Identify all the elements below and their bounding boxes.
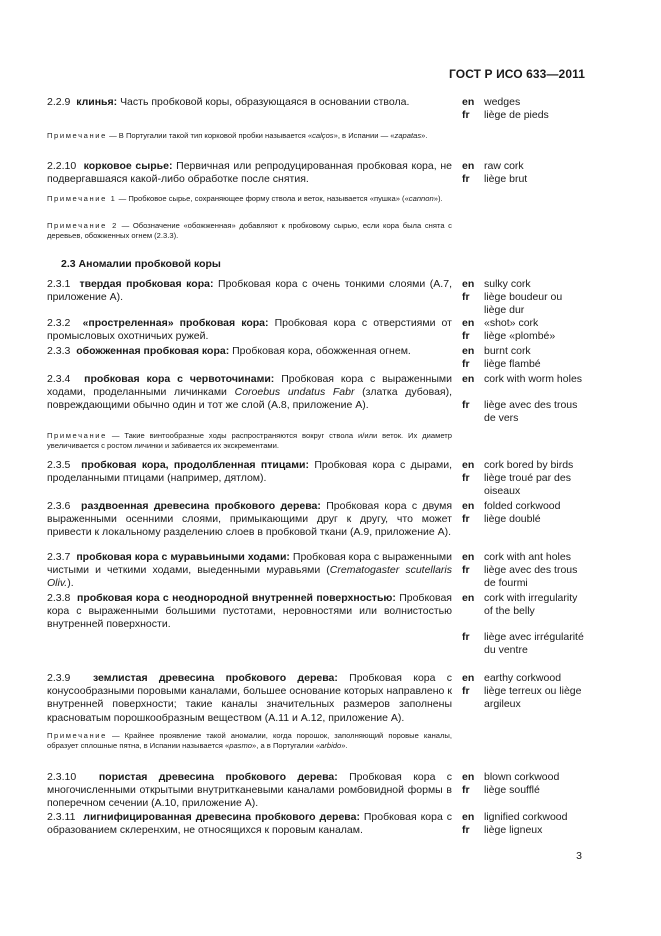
entry-2-3-9: 2.3.9 землистая древесина пробкового дерева: Пробковая кора с конусообразными поровыми каналами, большее основание которых направлено к внутренней поверхности; такие каналы значительных размеров заполнены красноватым порошкообразным веществом (А.11 и А.12, приложение А). xyxy=(47,672,453,724)
note-1-cannon: Примечание 1 — Пробковое сырье, сохраняющее форму ствола и веток, называется «пушка» («cannon»). xyxy=(47,194,443,203)
entry-2-2-10: 2.2.10 корковое сырье: Первичная или репродуцированная пробковая кора, не подвергавшаяся какой-либо обработке после снятия. xyxy=(47,160,452,186)
entry-term: «простреленная» пробковая кора: xyxy=(82,317,269,329)
note-spiral: Примечание — Такие винтообразные ходы распространяются вокруг ствола и/или веток. Их диаметр увеличивается с ростом личинки и забивается их экскрементами. xyxy=(47,431,452,451)
entry-term: клинья: xyxy=(76,96,118,108)
entry-term: лигнифицированная древесина пробкового дерева: xyxy=(83,811,360,823)
entry-term: пробковая кора с неоднородной внутренней поверхностью: xyxy=(77,592,396,604)
entry-term: обожженная пробковая кора: xyxy=(76,345,230,357)
entry-2-3-10: 2.3.10 пористая древесина пробкового дерева: Пробковая кора с многочисленными открытыми внутритканевыми каналами ромбовидной формы в поперечном сечении (А.10, приложение А). xyxy=(47,771,452,810)
page-number: 3 xyxy=(576,850,582,862)
entry-2-3-11: 2.3.11 лигнифицированная древесина пробкового дерева: Пробковая кора с образованием склеренхим, не относящихся к поровым каналам. xyxy=(47,811,452,837)
standard-header: ГОСТ Р ИСО 633—2011 xyxy=(449,67,585,81)
entry-term: землистая древесина пробкового дерева: xyxy=(92,672,338,684)
entry-2-2-9: 2.2.9 клинья: Часть пробковой коры, образующаяся в основании ствола. xyxy=(47,96,410,108)
document-page: ГОСТ Р ИСО 633—2011 2.2.9 клинья: Часть пробковой коры, образующаяся в основании ствола. Примечание — В Португалии такой тип корковой пробки называется «calços», в Испании — «zapatas». 2.2.10 корковое сырье: Первичная или репродуцированная пробковая кора, не подвергавшаяся какой-либо обработке после снятия. Примечание 1 — Пробковое сырье, сохраняющее форму ствола и веток, называется «пушка» («cannon»). Примечание 2 — Обозначение «обожженная» добавляют к пробковому сырью, если кора была снята с деревьев, обожженных огнем (2.3.3). 2.3 Аномалии пробковой коры 2.3.1 твердая пробковая кора: Пробковая кора с очень тонкими слоями (А.7, приложение А). 2.3.2 «простреленная» пробковая кора: Пробковая кора с отверстиями от промысловых охотничьих ружей. 2.3.3 обожженная пробковая кора: Пробковая кора, обожженная огнем. 2.3.4 пробковая кора с червоточинами: Пробковая кора с выраженными ходами, проделанными личинками Coroebus undatus Fabr (златка дубовая), повреждающими обычно один и тот же слой (А.8, приложение А). Примечание — Такие винтообразные ходы распространяются вокруг ствола и/или веток. Их диаметр увеличивается с ростом личинки и забивается их экскрементами. 2.3.5 пробковая кора, продолбленная птицами: Пробковая кора с дырами, проделанными птицами (например, дятлом). 2.3.6 раздвоенная древесина пробкового дерева: Пробковая кора с двумя выраженными осенними слоями, примыкающими друг к другу, что может привести к локальному разделению слоев в пробковой ткани (А.9, приложение А). 2.3.7 пробковая кора с муравьиными ходами: Пробковая кора с выраженными чистыми и четкими ходами, выеденными муравьями (Crematogaster scutellaris Oliv.). 2.3.8 пробковая кора с неоднородной внутренней поверхностью: Пробковая кора с выраженными большими пустотами, неровностями или волнистостью внутренней поверхности. 2.3.9 землистая древесина пробкового дерева: Пробковая кора с конусообразными поровыми каналами, большее основание которых направлено к внутренней поверхности; такие каналы значительных размеров заполнены красноватым порошкообразным веществом (А.11 и А.12, приложение А). Примечание — Крайнее проявление такой аномалии, когда порошок, заполняющий поровые каналы, образует сплошные пятна, в Испании называется «pasmo», а в Португалии «arbido». 2.3.10 пористая древесина пробкового дерева: Пробковая кора с многочисленными открытыми внутритканевыми каналами ромбовидной формы в поперечном сечении (А.10, приложение А). 2.3.11 лигнифицированная древесина пробкового дерева: Пробковая кора с образованием склеренхим, не относящихся к поровым каналам. en wedges fr liège de pieds en raw cork fr liège brut en sulky cork fr liège boudeur ou liège dur en «shot» cork fr liège «plombé» en burnt cork fr liège flambé en cork with worm holes fr liège avec des trous de vers en cork bored by birds fr liège troué par des oiseaux en folded corkwood fr liège doublé en cork with ant holes fr liège avec des trous de fourmi en cork with irregularity of the belly fr liège avec irrégularité du ventre en earthy corkwood fr liège terreux ou liège argileux en blown corkwood fr liège soufflé en lignified corkwood fr liège ligneux 3 xyxy=(47,67,585,862)
entry-term: пористая древесина пробкового дерева: xyxy=(98,771,338,783)
entry-term: корковое сырье: xyxy=(83,160,173,172)
entry-2-3-1: 2.3.1 твердая пробковая кора: Пробковая кора с очень тонкими слоями (А.7, приложение А). xyxy=(47,278,452,304)
entry-term: пробковая кора с червоточинами: xyxy=(84,373,275,385)
entry-term: пробковая кора, продолбленная птицами: xyxy=(81,459,309,471)
entry-2-3-8: 2.3.8 пробковая кора с неоднородной внутренней поверхностью: Пробковая кора с выраженными большими пустотами, неровностями или волнистостью внутренней поверхности. xyxy=(47,592,452,631)
note-pasmo: Примечание — Крайнее проявление такой аномалии, когда порошок, заполняющий поровые каналы, образует сплошные пятна, в Испании называется «pasmo», а в Португалии «arbido». xyxy=(47,731,452,751)
entry-2-3-7: 2.3.7 пробковая кора с муравьиными ходами: Пробковая кора с выраженными чистыми и четкими ходами, выеденными муравьями (Crematogaster scutellaris Oliv.). xyxy=(47,551,453,590)
entry-term: твердая пробковая кора: xyxy=(79,278,214,290)
entry-term: раздвоенная древесина пробкового дерева: xyxy=(81,500,321,512)
note-calcos: Примечание — В Португалии такой тип корковой пробки называется «calços», в Испании — «zapatas». xyxy=(47,131,428,140)
note-2-burnt: Примечание 2 — Обозначение «обожженная» добавляют к пробковому сырью, если кора была снята с деревьев, обожженных огнем (2.3.3). xyxy=(47,221,452,241)
entry-2-3-2: 2.3.2 «простреленная» пробковая кора: Пробковая кора с отверстиями от промысловых охотничьих ружей. xyxy=(47,317,452,343)
entry-2-3-6: 2.3.6 раздвоенная древесина пробкового дерева: Пробковая кора с двумя выраженными осенними слоями, примыкающими друг к другу, что может привести к локальному разделению слоев в пробковой ткани (А.9, приложение А). xyxy=(47,500,453,539)
section-title: 2.3 Аномалии пробковой коры xyxy=(61,258,221,270)
entry-term: пробковая кора с муравьиными ходами: xyxy=(76,551,290,563)
entry-2-3-4: 2.3.4 пробковая кора с червоточинами: Пробковая кора с выраженными ходами, проделанными личинками Coroebus undatus Fabr (златка дубовая), повреждающими обычно один и тот же слой (А.8, приложение А). xyxy=(47,373,453,412)
entry-2-3-5: 2.3.5 пробковая кора, продолбленная птицами: Пробковая кора с дырами, проделанными птицами (например, дятлом). xyxy=(47,459,452,485)
entry-2-3-3: 2.3.3 обожженная пробковая кора: Пробковая кора, обожженная огнем. xyxy=(47,345,411,357)
